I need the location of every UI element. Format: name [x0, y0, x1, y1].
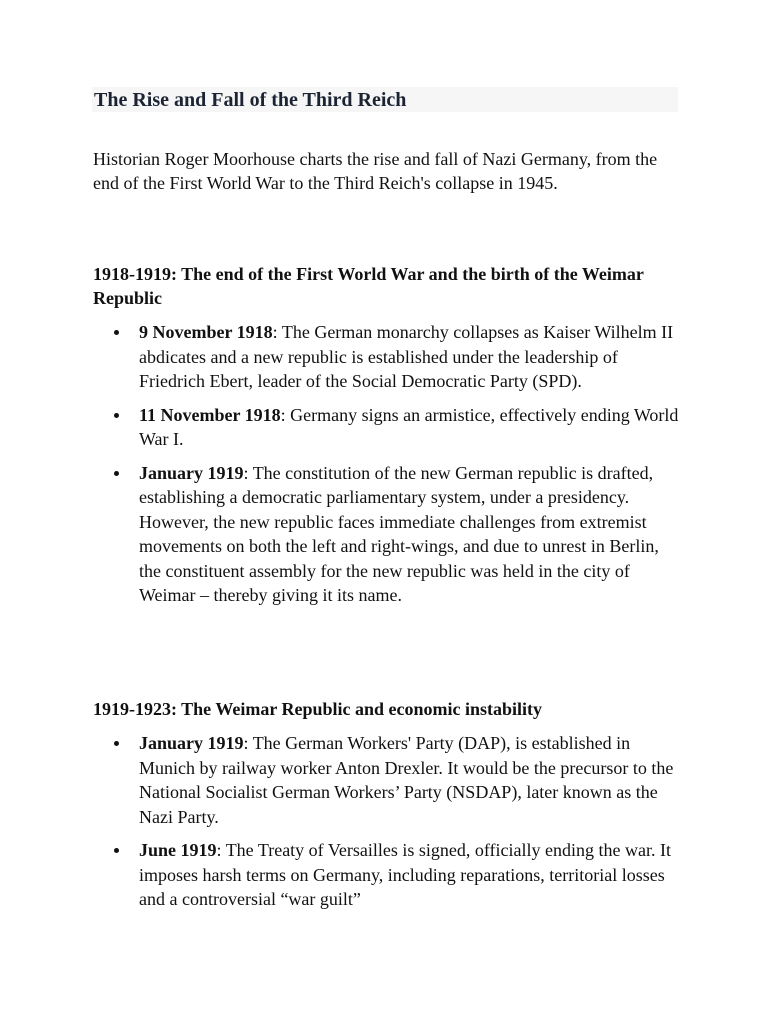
section-heading-1918-1919: 1918-1919: The end of the First World War and the birth of the Weimar Republic [93, 264, 644, 308]
bullet-icon [114, 413, 119, 418]
timeline-text: : The Treaty of Versailles is signed, officially ending the war. It imposes harsh terms on Germany, including reparations, territorial losses and a controversial “war guilt” [139, 840, 671, 909]
section-heading-1919-1923: 1919-1923: The Weimar Republic and economic instability [93, 699, 543, 719]
timeline-text: : Germany signs an armistice, effectively ending World War I. [139, 404, 679, 449]
timeline-item [93, 461, 683, 608]
intro-paragraph: Historian Roger Moorhouse charts the rise and fall of Nazi Germany, from the end of the First World War to the Third Reich's collapse in 1945. [93, 149, 658, 193]
timeline-list-1918-1919 [93, 320, 683, 617]
timeline-date: January 1919 [139, 462, 244, 483]
page-title: The Rise and Fall of the Third Reich [94, 89, 407, 111]
timeline-list-1919-1923 [93, 731, 683, 921]
timeline-item [93, 731, 683, 829]
bullet-icon [114, 471, 119, 476]
timeline-date: January 1919 [139, 733, 244, 753]
timeline-item [93, 320, 683, 394]
timeline-item [93, 838, 683, 912]
timeline-date: June 1919 [139, 840, 217, 860]
bullet-icon [114, 330, 119, 335]
bullet-icon [114, 741, 119, 746]
timeline-date: 9 November 1918 [139, 322, 273, 342]
timeline-item [93, 403, 683, 452]
bullet-icon [114, 848, 119, 853]
timeline-text: : The German monarchy collapses as Kaiser Wilhelm II abdicates and a new republic is established under the leadership of Friedrich Ebert, leader of the Social Democratic Party (SPD). [139, 322, 674, 391]
timeline-date: 11 November 1918 [139, 404, 281, 425]
timeline-text: : The constitution of the new German republic is drafted, establishing a democratic parliamentary system, under a presidency. However, the new republic faces immediate challenges from extremist movements on both the left and right-wings, and due to unrest in Berlin, the constituent assembly for the new republic was held in the city of Weimar – thereby giving it its name. [139, 462, 659, 605]
timeline-text: : The German Workers' Party (DAP), is established in Munich by railway worker Anton Drexler. It would be the precursor to the National Socialist German Workers’ Party (NSDAP), later known as the Nazi Party. [139, 733, 674, 827]
